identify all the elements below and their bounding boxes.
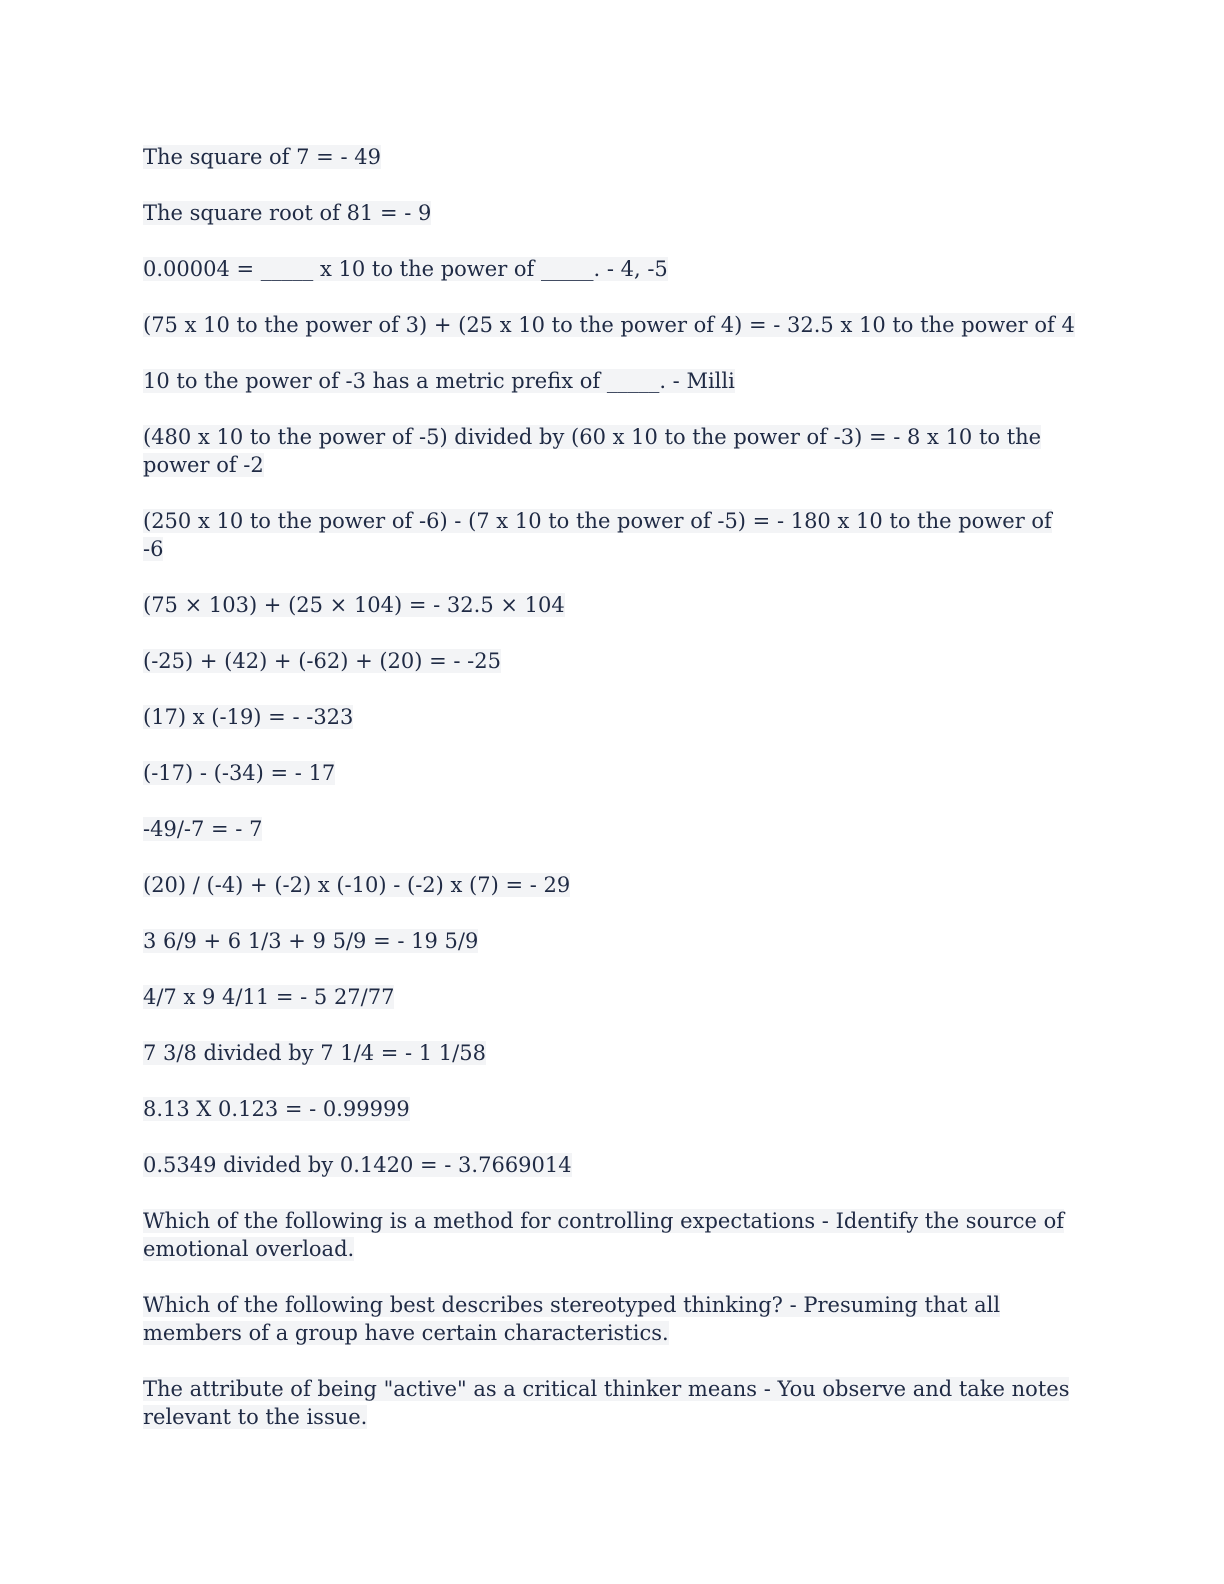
qa-line <box>143 591 1078 619</box>
qa-text: The square root of 81 = - 9 <box>143 201 432 225</box>
qa-text: (20) / (-4) + (-2) x (-10) - (-2) x (7) = - 29 <box>143 873 571 897</box>
qa-text: 0.5349 divided by 0.1420 = - 3.7669014 <box>143 1153 572 1177</box>
qa-text: (17) x (-19) = - -323 <box>143 705 354 729</box>
qa-line <box>143 423 1078 479</box>
qa-text: 0.00004 = _____ x 10 to the power of _____. - 4, -5 <box>143 257 668 281</box>
qa-text: Which of the following is a method for controlling expectations - Identify the source of emotional overload. <box>143 1209 1065 1261</box>
qa-text: -49/-7 = - 7 <box>143 817 263 841</box>
qa-text: Which of the following best describes stereotyped thinking? - Presuming that all members of a group have certain characteristics. <box>143 1293 1001 1345</box>
qa-line <box>143 507 1078 563</box>
qa-line <box>143 311 1078 339</box>
qa-text: (480 x 10 to the power of -5) divided by (60 x 10 to the power of -3) = - 8 x 10 to the power of -2 <box>143 425 1042 477</box>
qa-line <box>143 983 1078 1011</box>
qa-line <box>143 759 1078 787</box>
qa-text: (250 x 10 to the power of -6) - (7 x 10 to the power of -5) = - 180 x 10 to the power of -6 <box>143 509 1052 561</box>
qa-text: (-25) + (42) + (-62) + (20) = - -25 <box>143 649 501 673</box>
qa-line <box>143 1375 1078 1431</box>
qa-text: The attribute of being "active" as a critical thinker means - You observe and take notes relevant to the issue. <box>143 1377 1070 1429</box>
qa-text: (75 × 103) + (25 × 104) = - 32.5 × 104 <box>143 593 565 617</box>
qa-line <box>143 255 1078 283</box>
qa-line <box>143 1151 1078 1179</box>
qa-text: 3 6/9 + 6 1/3 + 9 5/9 = - 19 5/9 <box>143 929 479 953</box>
qa-text: 7 3/8 divided by 7 1/4 = - 1 1/58 <box>143 1041 486 1065</box>
qa-text: (75 x 10 to the power of 3) + (25 x 10 to the power of 4) = - 32.5 x 10 to the power of 4 <box>143 313 1075 337</box>
qa-line <box>143 871 1078 899</box>
qa-text: (-17) - (-34) = - 17 <box>143 761 336 785</box>
document-body <box>143 143 1078 1459</box>
qa-text: 10 to the power of -3 has a metric prefix of _____. - Milli <box>143 369 735 393</box>
qa-text: 4/7 x 9 4/11 = - 5 27/77 <box>143 985 395 1009</box>
qa-line <box>143 199 1078 227</box>
qa-line <box>143 1039 1078 1067</box>
qa-line <box>143 143 1078 171</box>
qa-text: The square of 7 = - 49 <box>143 145 381 169</box>
qa-line <box>143 1291 1078 1347</box>
qa-line <box>143 815 1078 843</box>
qa-line <box>143 1095 1078 1123</box>
qa-text: 8.13 X 0.123 = - 0.99999 <box>143 1097 410 1121</box>
qa-line <box>143 703 1078 731</box>
qa-line <box>143 367 1078 395</box>
qa-line <box>143 1207 1078 1263</box>
qa-line <box>143 647 1078 675</box>
qa-line <box>143 927 1078 955</box>
